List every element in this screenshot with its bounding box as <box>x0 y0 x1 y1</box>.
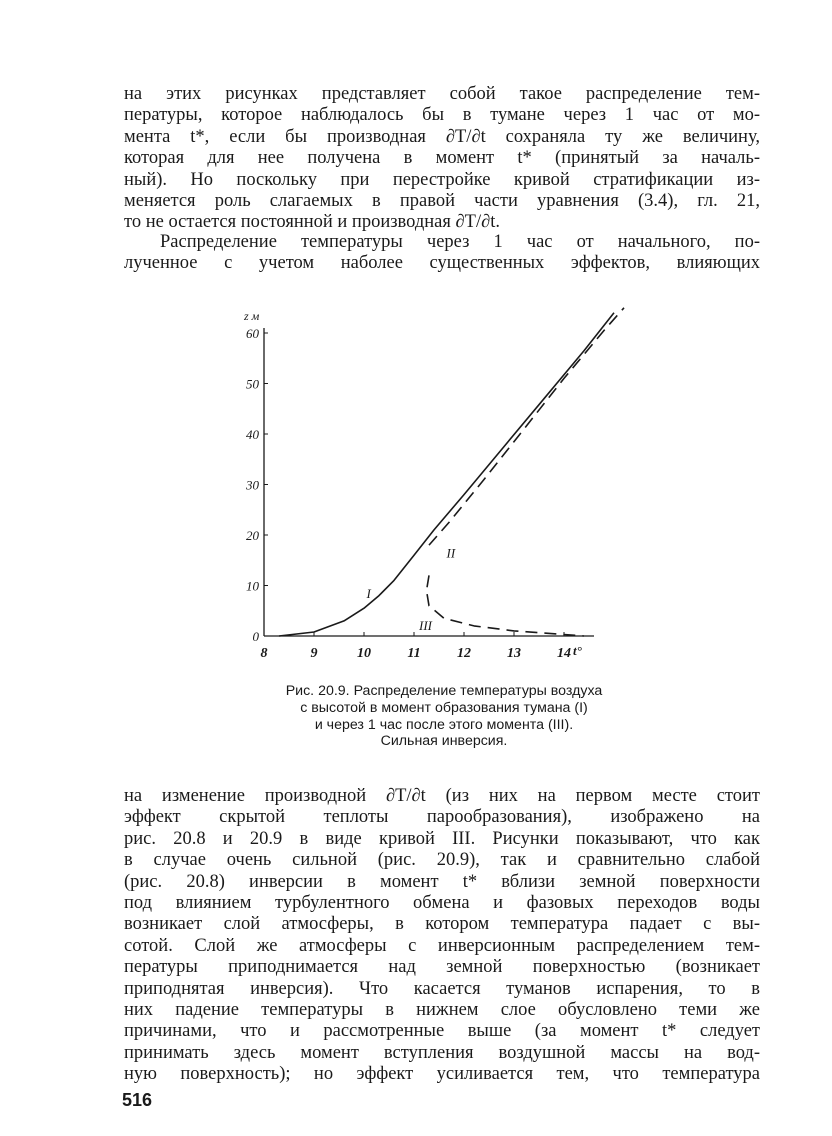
paragraph-1 <box>124 84 760 234</box>
text-line: лученное с учетом наболее существенных эффектов, влияющих <box>124 253 760 274</box>
text-line: в случае очень сильной (рис. 20.9), так и сравнительно слабой <box>124 850 760 871</box>
text-line: эффект скрытой теплоты парообразования), изображено на <box>124 807 760 828</box>
curve-label: II <box>446 545 456 561</box>
text-line: (рис. 20.8) инверсии в момент t* вблизи земной поверхности <box>124 871 760 892</box>
caption-line: с высотой в момент образования тумана (I) <box>300 699 588 716</box>
text-line: которая для нее получена в момент t* (принятый за началь- <box>124 148 760 169</box>
x-tick-label: 9 <box>310 646 318 661</box>
x-tick-label: 14 <box>557 646 571 661</box>
y-tick-label: 0 <box>252 629 259 644</box>
text-line: них падение температуры в нижнем слое обусловлено теми же <box>124 1000 760 1021</box>
text-line: ный). Но поскольку при перестройке кривой стратификации из- <box>124 169 760 190</box>
curve-i <box>279 313 614 636</box>
y-tick-label: 50 <box>246 376 259 392</box>
paragraph-3 <box>124 786 760 1086</box>
text-line: на изменение производной ∂T/∂t (из них на первом месте стоит <box>124 786 760 806</box>
caption-line: и через 1 час после этого момента (III). <box>314 716 574 733</box>
text-line: то не остается постоянной и производная ∂T/∂t. <box>124 212 501 233</box>
caption-line: Сильная инверсия. <box>380 733 508 750</box>
text-line: пературы приподнимается над земной поверхностью (возникает <box>124 957 760 978</box>
text-line: сотой. Слой же атмосферы с инверсионным распределением тем- <box>124 935 760 956</box>
x-tick-label: 11 <box>407 646 421 661</box>
figure-caption <box>244 683 644 750</box>
y-tick-label: 30 <box>246 477 259 493</box>
text-line: причинами, что и рассмотренные выше (за момент t* следует <box>124 1021 760 1042</box>
text-line: на этих рисунках представляет собой такое распределение тем- <box>124 84 760 104</box>
curve-iii <box>427 575 585 636</box>
curve-ii <box>429 308 624 545</box>
y-axis-label: z м <box>244 309 260 323</box>
x-tick-label: 13 <box>507 646 521 661</box>
curve-label: I <box>366 586 371 602</box>
text-line: приподнятая инверсия). Что касается туманов испарения, то в <box>124 978 760 999</box>
temperature-profile-figure <box>240 305 660 675</box>
y-tick-label: 40 <box>246 427 259 442</box>
x-axis-label: t° <box>573 643 582 658</box>
x-tick-label: 12 <box>457 646 471 661</box>
paragraph-2 <box>124 232 760 275</box>
y-tick-label: 20 <box>246 528 259 543</box>
text-line: меняется роль слагаемых в правой части уравнения (3.4), гл. 21, <box>124 191 760 212</box>
x-tick-label: 8 <box>260 646 268 661</box>
page-number: 516 <box>122 1090 153 1110</box>
curve-label: III <box>419 617 432 633</box>
text-line: мента t*, если бы производная ∂T/∂t сохраняла ту же величину, <box>124 126 760 147</box>
text-line: под влиянием турбулентного обмена и фазовых переходов воды <box>124 893 760 914</box>
text-line: пературы, которое наблюдалось бы в тумане через 1 час от мо- <box>124 105 760 126</box>
text-line: ную поверхность); но эффект усиливается тем, что температура <box>124 1064 760 1085</box>
x-tick-label: 10 <box>357 646 371 661</box>
y-tick-label: 60 <box>246 326 259 341</box>
text-line: возникает слой атмосферы, в котором температура падает с вы- <box>124 914 760 935</box>
text-line: рис. 20.8 и 20.9 в виде кривой III. Рисунки показывают, что как <box>124 828 760 849</box>
y-tick-label: 10 <box>246 578 259 594</box>
text-line: принимать здесь момент вступления воздушной массы на вод- <box>124 1042 760 1063</box>
caption-line: Рис. 20.9. Распределение температуры воздуха <box>285 683 603 699</box>
text-line: Распределение температуры через 1 час от начального, по- <box>160 232 760 252</box>
